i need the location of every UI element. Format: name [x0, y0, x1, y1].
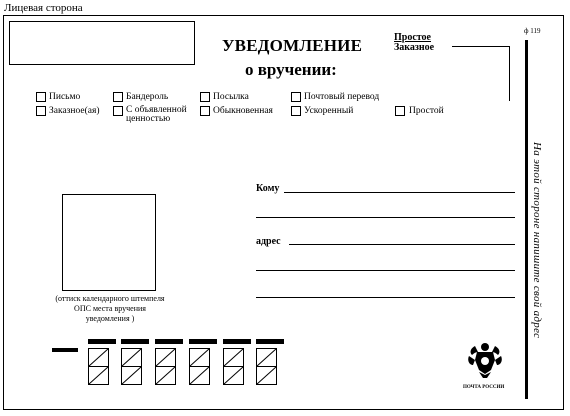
form-title: УВЕДОМЛЕНИЕ: [222, 36, 363, 55]
postmark-box[interactable]: [62, 194, 156, 291]
postcode-digit-box: [122, 349, 142, 385]
checkbox-letter[interactable]: [36, 92, 46, 102]
checkbox-parcel-post[interactable]: [113, 92, 123, 102]
postcode-digit-box: [89, 349, 109, 385]
to-line-2[interactable]: [256, 217, 515, 218]
sender-box: [9, 21, 195, 65]
side-label: Лицевая сторона: [4, 2, 83, 14]
label-money-order: Почтовый перевод: [304, 92, 380, 102]
label-ordinary: Обыкновенная: [213, 106, 273, 116]
postcode-digit-box: [190, 349, 210, 385]
option-simple[interactable]: Простое: [394, 32, 431, 43]
checkbox-express[interactable]: [291, 106, 301, 116]
checkbox-simple[interactable]: [395, 106, 405, 116]
label-declared-value: С объявленной ценностью: [126, 105, 187, 124]
label-package: Посылка: [213, 92, 249, 102]
form-subtitle: о вручении:: [245, 60, 337, 79]
connector-line: [452, 46, 510, 47]
to-line-1[interactable]: [284, 192, 515, 193]
address-line-3[interactable]: [256, 297, 515, 298]
to-label: Кому: [256, 183, 280, 194]
label-parcel-post: Бандероль: [126, 92, 169, 102]
form-code: ф 119: [524, 27, 541, 35]
checkbox-ordinary[interactable]: [200, 106, 210, 116]
label-simple: Простой: [409, 106, 444, 116]
vertical-note-wrap: [529, 142, 543, 339]
postcode-digit-box: [224, 349, 244, 385]
postcode-marker: [52, 348, 78, 352]
postcode-bar: [121, 339, 149, 344]
russian-post-emblem-icon: [463, 338, 507, 382]
postcode-digit-boxes[interactable]: [88, 348, 288, 394]
postcode-digit-box: [257, 349, 277, 385]
checkbox-money-order[interactable]: [291, 92, 301, 102]
russian-post-logo-text: ПОЧТА РОССИИ: [463, 385, 505, 390]
label-registered: Заказное(ая): [49, 106, 100, 116]
postmark-caption: (оттиск календарного штемпеля ОПС места вручения уведомления ): [55, 294, 165, 323]
checkbox-package[interactable]: [200, 92, 210, 102]
address-line-1[interactable]: [289, 244, 515, 245]
connector-line-vertical: [509, 46, 510, 101]
address-line-2[interactable]: [256, 270, 515, 271]
option-registered[interactable]: Заказное: [394, 42, 435, 53]
address-label: адрес: [256, 236, 281, 247]
label-letter: Письмо: [49, 92, 81, 102]
postcode-bar: [256, 339, 284, 344]
postcode-bar: [155, 339, 183, 344]
vertical-bar: [525, 40, 528, 399]
postcode-digit-box: [156, 349, 176, 385]
label-express: Ускоренный: [304, 106, 354, 116]
checkbox-declared-value[interactable]: [113, 106, 123, 116]
postcode-bar: [223, 339, 251, 344]
postcode-bar: [88, 339, 116, 344]
postcode-bar: [189, 339, 217, 344]
checkbox-registered[interactable]: [36, 106, 46, 116]
vertical-note: На этой стороне напишите свой адрес: [531, 142, 543, 339]
